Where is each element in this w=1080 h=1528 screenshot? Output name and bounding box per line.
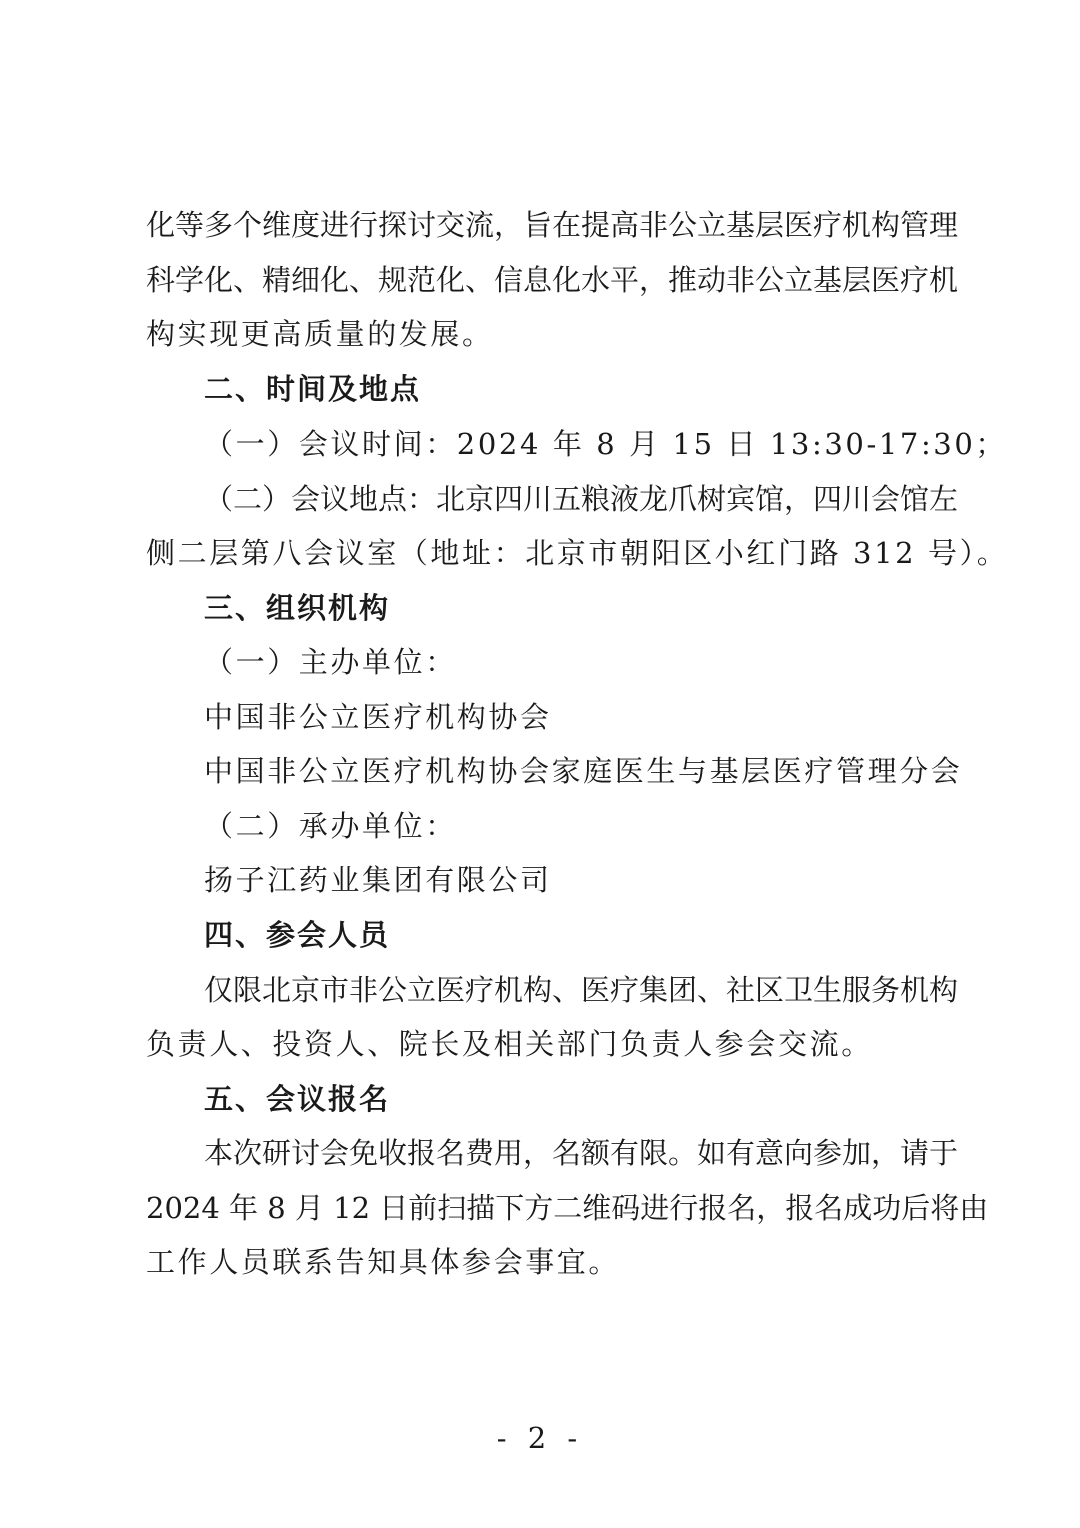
body-text-line: 侧二层第八会议室（地址：北京市朝阳区小红门路 312 号）。	[146, 536, 1009, 570]
participants-text: 负责人、投资人、院长及相关部门负责人参会交流。	[146, 1027, 873, 1061]
section-heading-organizers: 三、组织机构	[204, 591, 391, 625]
section-heading-time-location: 二、时间及地点	[204, 372, 422, 406]
registration-text: 工作人员联系告知具体参会事宜。	[146, 1245, 621, 1279]
section-heading-participants: 四、参会人员	[204, 918, 391, 952]
body-text-line: 构实现更高质量的发展。	[146, 317, 494, 351]
registration-text: 2024 年 8 月 12 日前扫描下方二维码进行报名，报名成功后将由	[146, 1191, 989, 1225]
section-heading-registration: 五、会议报名	[204, 1082, 391, 1116]
body-text-line: 化等多个维度进行探讨交流，旨在提高非公立基层医疗机构管理	[146, 208, 959, 242]
host-organization: 中国非公立医疗机构协会	[204, 700, 552, 734]
meeting-time-item: （一）会议时间：2024 年 8 月 15 日 13:30-17:30；	[204, 427, 1008, 461]
meeting-location-item: （二）会议地点：北京四川五粮液龙爪树宾馆，四川会馆左	[204, 482, 959, 516]
participants-text: 仅限北京市非公立医疗机构、医疗集团、社区卫生服务机构	[204, 973, 959, 1007]
organizer-organization: 扬子江药业集团有限公司	[204, 863, 552, 897]
host-label: （一）主办单位：	[204, 645, 457, 679]
page-number: - 2 -	[496, 1421, 584, 1455]
organizer-label: （二）承办单位：	[204, 809, 457, 843]
host-organization: 中国非公立医疗机构协会家庭医生与基层医疗管理分会	[204, 754, 963, 788]
body-text-line: 科学化、精细化、规范化、信息化水平，推动非公立基层医疗机	[146, 263, 959, 297]
registration-text: 本次研讨会免收报名费用，名额有限。如有意向参加，请于	[204, 1136, 959, 1170]
